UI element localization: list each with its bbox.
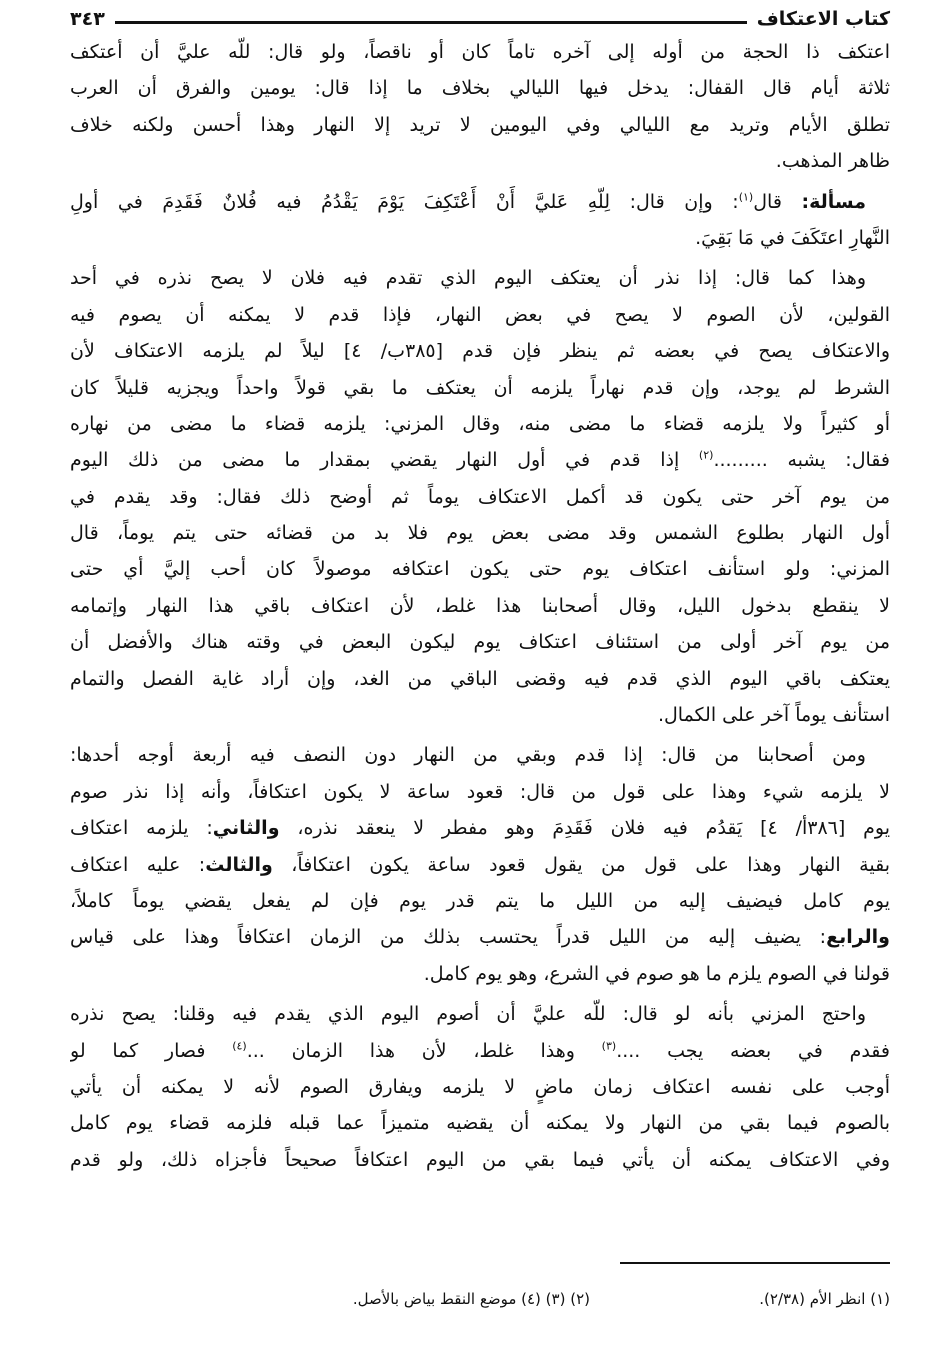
footnote-ref: (١) [738,190,754,204]
text-segment: : يلزمه اعتكاف [70,817,213,840]
text-line [70,737,890,773]
text-segment: تطلق الأيام وتريد مع الليالي وفي اليومين لا تريد إلا النهار وهذا أحسن ولكنه خلاف [70,113,890,136]
text-segment: استأنف يوماً آخر على الكمال. [657,704,890,727]
text-segment: فقدم في بعضه يجب .... [616,1039,890,1062]
text-line [70,996,890,1032]
paragraph [70,34,890,180]
text-segment: المزني: ولو استأنف اعتكاف يوم حتى يكون اعتكافه موصولاً كان أحب إليَّ أي حتى [70,558,890,581]
text-line [70,551,890,587]
paragraph [70,184,890,257]
text-segment: وفي الاعتكاف يمكنه أن يأتي فيما بقي من اليوم اعتكافاً صحيحاً فأجزاه ذلك، ولو قدم [70,1148,890,1171]
text-line [70,1033,890,1069]
text-line [70,220,890,256]
text-segment: لا يلزمه شيء وهذا على قول من قال: قعود ساعة لا يكون اعتكافاً، وأنه إذا نذر صوم [70,780,890,803]
text-segment: ظاهر المذهب. [775,150,890,173]
text-line [70,774,890,810]
text-line [70,883,890,919]
text-segment: من يوم آخر حتى يكون قد أكمل الاعتكاف يوماً ثم أوضح ذلك فقال: وقد يقدم في [70,485,890,508]
text-line [70,1069,890,1105]
text-segment: يوم كامل فيضيف إليه من الليل ما يتم قدر يوم فإن لم يفعل يقضي يوماً كاملاً، [70,889,890,912]
text-segment: : يضيف إليه من الليل قدراً يحتسب بذلك من الزمان اعتكافاً وهذا على قياس [70,926,827,949]
text-line [70,260,890,296]
footnote-ref: (٤) [232,1039,247,1053]
footnote-1: (١) انظر الأم (٢/٣٨). [759,1290,890,1308]
text-line [70,442,890,478]
page-number: ٣٤٣ [70,8,105,30]
text-line [70,34,890,70]
footnote-2-4: (٢) (٣) (٤) موضع النقط بياض بالأصل. [352,1290,590,1308]
text-segment: أوجب على نفسه اعتكاف زمان ماضٍ لا يلزمه ويفارق الصوم لأنه لا يمكنه أن يأتي [70,1075,890,1098]
paragraph [70,260,890,733]
text-segment: بقية النهار وهذا على قول من يقول قعود ساعة يكون اعتكافاً، [272,853,890,876]
text-segment: الشرط لم يوجد، وإن قدم نهاراً يلزمه أن يعتكف ما بقي قولاً واحداً ويجزيه قليلاً كان [70,376,890,399]
text-segment: لا ينقطع بدخول الليل، وقال أصحابنا هذا غلط، لأن اعتكاف باقي هذا النهار وإتمامه [70,594,890,617]
text-line [70,810,890,846]
text-segment: القولين، لأن الصوم لا يصح في بعض النهار، فإذا قدم لا يمكنه أن يصوم فيه [70,303,890,326]
bold-term: مسألة: [801,190,866,213]
text-segment: قال [753,190,802,213]
text-line [70,588,890,624]
text-segment: بالصوم فيما بقي من النهار ولا يمكنه أن يقضيه متميزاً عما قبله فلزمه قضاء يوم كامل [70,1112,890,1135]
bold-term: والرابع [826,926,890,949]
text-line [70,956,890,992]
text-line [70,70,890,106]
text-segment: اعتكف ذا الحجة من أوله إلى آخره تاماً كان أو ناقصاً، ولو قال: للّه عليَّ أن أعتكف [70,41,890,63]
text-line [70,515,890,551]
text-segment: ومن أصحابنا من قال: إذا قدم وبقي من النهار دون النصف فيه أربعة أوجه أحدها: [70,744,866,767]
chapter-title: كتاب الاعتكاف [756,8,890,30]
text-segment: وهذا غلط، لأن هذا الزمان ... [246,1039,602,1062]
footnote-separator [620,1262,890,1264]
text-segment: واحتج المزني بأنه لو قال: للّه عليَّ أن أصوم اليوم الذي يقدم فيه وقلنا: يصح نذره [70,1003,866,1026]
footnotes [70,1290,890,1308]
text-segment: : عليه اعتكاف [70,853,206,876]
text-line [70,406,890,442]
text-line [70,297,890,333]
text-segment: فقال: يشبه ......... [713,449,890,472]
bold-term: والثاني [212,817,280,840]
text-line [70,370,890,406]
text-line [70,661,890,697]
text-line [70,919,890,955]
text-segment: ثلاثة أيام قال القفال: يدخل فيها الليالي بخلاف ما إذا قال: يومين والفرق أن العرب [70,77,890,100]
main-text [70,34,890,1182]
text-line [70,184,890,220]
bold-term: والثالث [205,853,273,876]
text-line [70,847,890,883]
text-segment: من يوم آخر أولى من استئناف اعتكاف يوم ليكون البعض في وقته هناك والأفضل أن [70,631,890,654]
footnote-ref: (٢) [698,448,714,462]
paragraph [70,737,890,992]
text-line [70,1142,890,1178]
running-header [70,4,890,34]
footnote-ref: (٣) [601,1039,617,1053]
text-segment: وهذا كما قال: إذا نذر أن يعتكف اليوم الذي تقدم فيه فلان لا يصح نذره في أحد [70,267,866,290]
text-line [70,697,890,733]
paragraph [70,996,890,1178]
text-line [70,333,890,369]
text-segment: إذا قدم في أول النهار يقضي بمقدار ما مضى من ذلك اليوم [70,449,699,472]
text-line [70,143,890,179]
text-line [70,107,890,143]
text-segment: والاعتكاف يصح في بعضه ثم ينظر فإن قدم [٣٨٥ب/ ٤] ليلاً لم يلزمه الاعتكاف لأن [70,340,890,363]
text-line [70,479,890,515]
text-segment: فصار كما لو [70,1039,233,1062]
text-segment: يوم [٣٨٦أ/ ٤] يَقدُم فيه فلان فَقَدِمَ وهو مفطر لا ينعقد نذره، [279,817,890,840]
text-segment: أو كثيراً ولا يلزمه قضاء ما مضى منه، وقال المزني: يلزمه قضاء ما مضى من نهاره [70,412,890,435]
text-line [70,1105,890,1141]
text-segment: قولنا في الصوم يلزم ما هو صوم في الشرع، وهو يوم كامل. [423,962,890,985]
text-segment: يعتكف باقي اليوم الذي قدم فيه وقضى الباقي من الغد، وإن أراد غاية الفصل والتمام [70,667,890,690]
text-segment: : وإن قال: لِلّهِ عَليَّ أَنْ أَعْتَكِفَ يَوْمَ يَقْدُمُ فيه فُلانٌ فَقَدِمَ في أولِ [70,190,739,213]
text-segment: أول النهار بطلوع الشمس وقد مضى بعض يوم فلا بد من قضائه حتى يتم يوماً، قال [70,522,890,545]
header-rule [115,21,747,24]
text-line [70,624,890,660]
text-segment: النَّهارِ اعتَكَفَ في مَا بَقِيَ. [695,226,890,249]
